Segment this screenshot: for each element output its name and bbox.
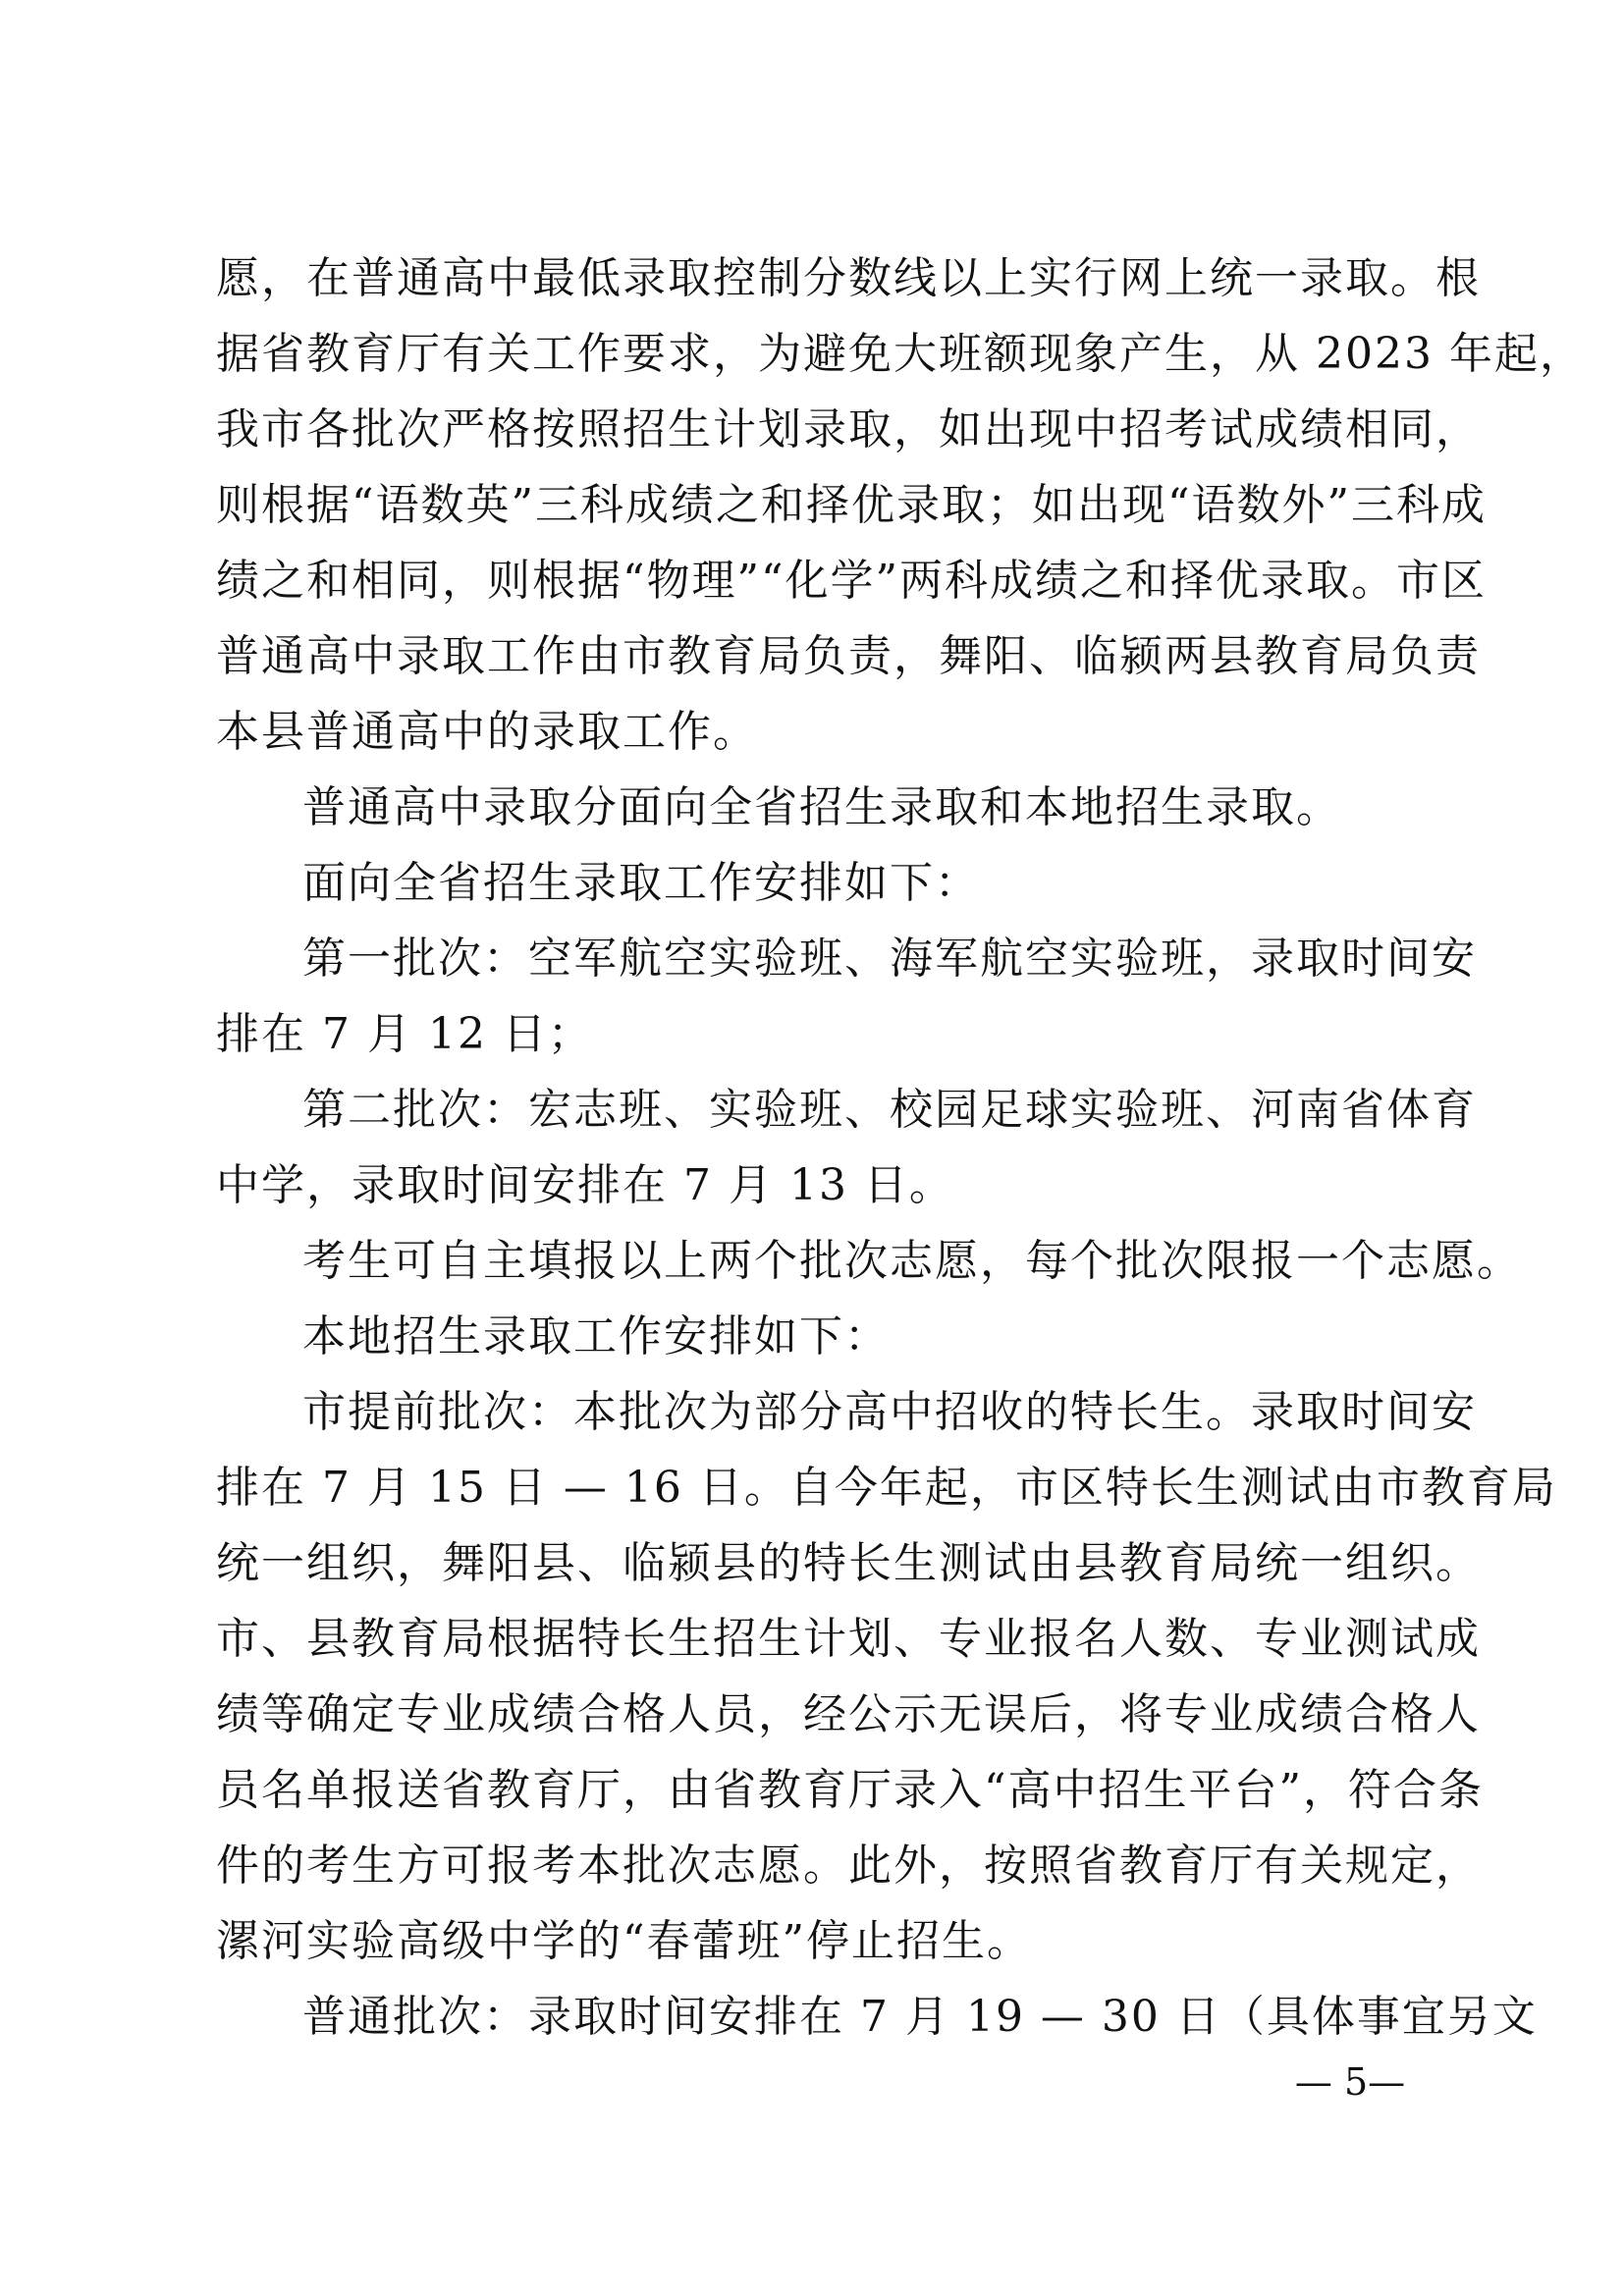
text-line: 据省教育厅有关工作要求，为避免大班额现象产生，从 2023 年起， <box>216 329 1585 379</box>
text-line: 市提前批次：本批次为部分高中招收的特长生。录取时间安 <box>302 1387 1477 1437</box>
text-line: 第一批次：空军航空实验班、海军航空实验班，录取时间安 <box>302 934 1477 984</box>
text-line: 普通高中录取分面向全省招生录取和本地招生录取。 <box>302 782 1341 832</box>
text-line: 我市各批次严格按照招生计划录取，如出现中招考试成绩相同， <box>216 404 1481 454</box>
text-line: 愿，在普通高中最低录取控制分数线以上实行网上统一录取。根 <box>216 253 1481 303</box>
text-line: 普通批次：录取时间安排在 7 月 19 — 30 日（具体事宜另文 <box>302 1992 1538 2042</box>
text-line: 员名单报送省教育厅，由省教育厅录入“高中招生平台”，符合条 <box>216 1765 1484 1815</box>
text-line: 第二批次：宏志班、实验班、校园足球实验班、河南省体育 <box>302 1085 1477 1135</box>
text-line: 排在 7 月 12 日； <box>216 1009 593 1059</box>
text-line: 则根据“语数英”三科成绩之和择优录取；如出现“语数外”三科成 <box>216 480 1487 530</box>
text-line: 件的考生方可报考本批次志愿。此外，按照省教育厅有关规定， <box>216 1841 1481 1891</box>
text-line: 本地招生录取工作安排如下： <box>302 1311 890 1362</box>
text-line: 市、县教育局根据特长生招生计划、专业报名人数、专业测试成 <box>216 1614 1481 1664</box>
text-line: 考生可自主填报以上两个批次志愿，每个批次限报一个志愿。 <box>302 1236 1522 1286</box>
page-number: — 5— <box>1294 2060 1406 2104</box>
text-line: 普通高中录取工作由市教育局负责，舞阳、临颍两县教育局负责 <box>216 631 1481 681</box>
text-line: 本县普通高中的录取工作。 <box>216 707 758 757</box>
text-line: 漯河实验高级中学的“春蕾班”停止招生。 <box>216 1916 1032 1966</box>
text-line: 绩之和相同，则根据“物理”“化学”两科成绩之和择优录取。市区 <box>216 556 1487 606</box>
text-line: 统一组织，舞阳县、临颍县的特长生测试由县教育局统一组织。 <box>216 1538 1481 1588</box>
text-line: 中学，录取时间安排在 7 月 13 日。 <box>216 1160 954 1210</box>
text-line: 绩等确定专业成绩合格人员，经公示无误后，将专业成绩合格人 <box>216 1689 1481 1739</box>
text-line: 面向全省招生录取工作安排如下： <box>302 858 980 908</box>
text-line: 排在 7 月 15 日 — 16 日。自今年起，市区特长生测试由市教育局 <box>216 1463 1557 1513</box>
